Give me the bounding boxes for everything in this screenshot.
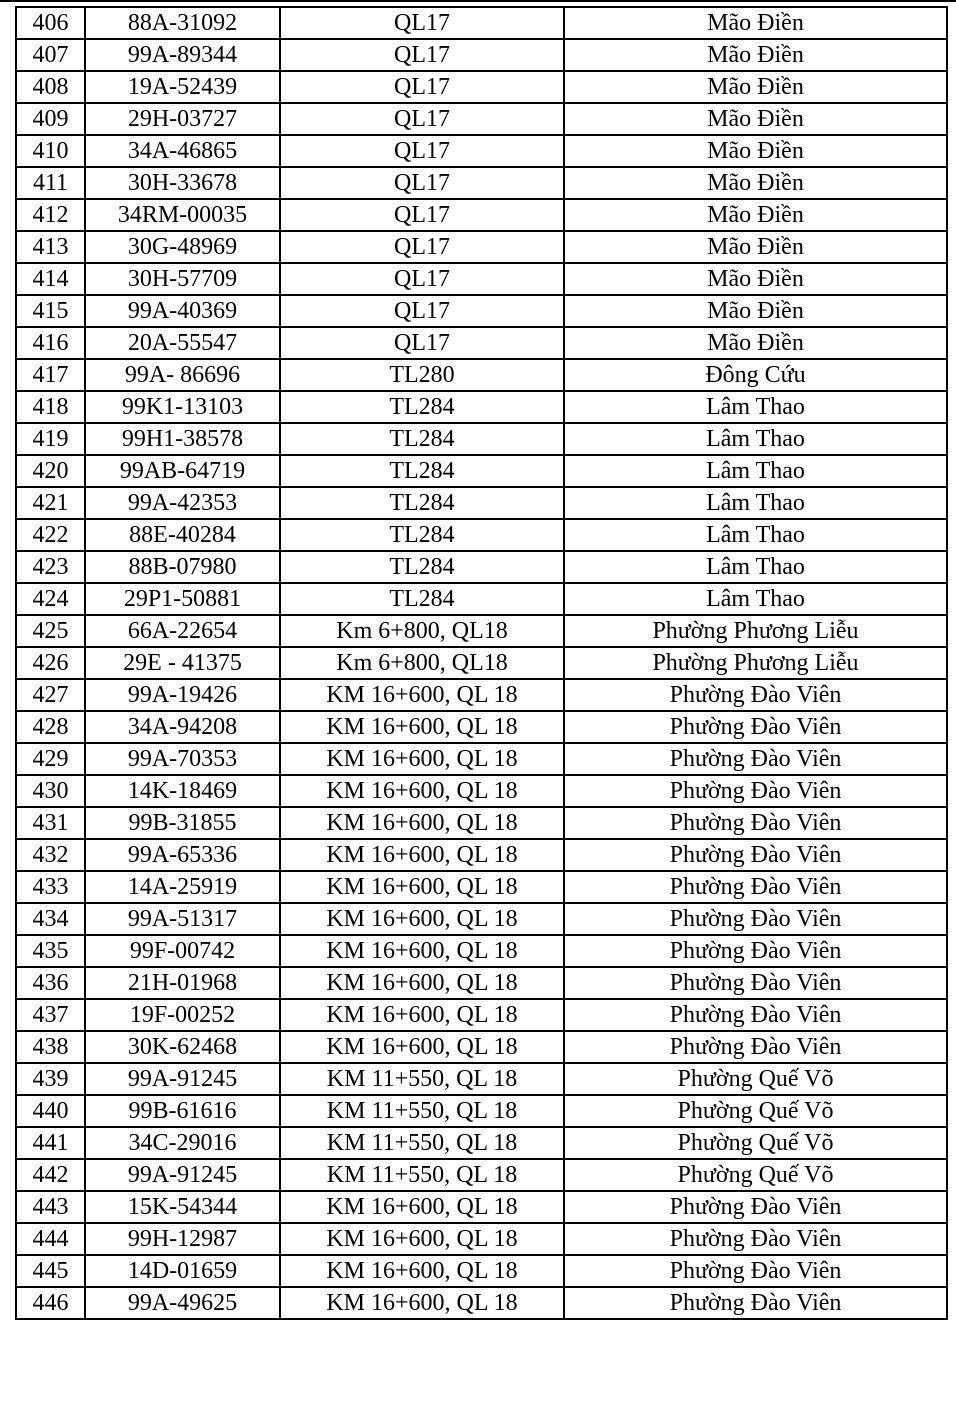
license-plate-cell: 34RM-00035 — [85, 199, 280, 231]
row-number-cell: 416 — [16, 327, 85, 359]
location-cell: KM 11+550, QL 18 — [280, 1159, 564, 1191]
license-plate-cell: 29P1-50881 — [85, 583, 280, 615]
area-cell: Phường Đào Viên — [564, 1031, 947, 1063]
area-cell: Lâm Thao — [564, 487, 947, 519]
location-cell: TL284 — [280, 551, 564, 583]
license-plate-cell: 20A-55547 — [85, 327, 280, 359]
license-plate-cell: 66A-22654 — [85, 615, 280, 647]
row-number-cell: 412 — [16, 199, 85, 231]
location-cell: QL17 — [280, 7, 564, 39]
row-number-cell: 424 — [16, 583, 85, 615]
area-cell: Phường Đào Viên — [564, 1255, 947, 1287]
area-cell: Phường Quế Võ — [564, 1063, 947, 1095]
license-plate-cell: 19F-00252 — [85, 999, 280, 1031]
row-number-cell: 411 — [16, 167, 85, 199]
location-cell: KM 16+600, QL 18 — [280, 711, 564, 743]
table-row — [16, 263, 947, 295]
table-row — [16, 71, 947, 103]
table-row — [16, 231, 947, 263]
license-plate-cell: 14D-01659 — [85, 1255, 280, 1287]
row-number-cell: 441 — [16, 1127, 85, 1159]
table-row — [16, 935, 947, 967]
row-number-cell: 428 — [16, 711, 85, 743]
table-row — [16, 967, 947, 999]
area-cell: Phường Đào Viên — [564, 967, 947, 999]
license-plate-cell: 88A-31092 — [85, 7, 280, 39]
area-cell: Phường Đào Viên — [564, 839, 947, 871]
area-cell: Phường Đào Viên — [564, 1287, 947, 1319]
row-number-cell: 446 — [16, 1287, 85, 1319]
license-plate-cell: 14A-25919 — [85, 871, 280, 903]
row-number-cell: 429 — [16, 743, 85, 775]
location-cell: KM 16+600, QL 18 — [280, 967, 564, 999]
area-cell: Lâm Thao — [564, 583, 947, 615]
area-cell: Mão Điền — [564, 199, 947, 231]
area-cell: Mão Điền — [564, 295, 947, 327]
row-number-cell: 438 — [16, 1031, 85, 1063]
license-plate-cell: 99A-91245 — [85, 1159, 280, 1191]
row-number-cell: 413 — [16, 231, 85, 263]
table-row — [16, 1223, 947, 1255]
location-cell: TL280 — [280, 359, 564, 391]
table-row — [16, 871, 947, 903]
table-row — [16, 615, 947, 647]
table-row — [16, 647, 947, 679]
row-number-cell: 434 — [16, 903, 85, 935]
row-number-cell: 431 — [16, 807, 85, 839]
location-cell: QL17 — [280, 263, 564, 295]
license-plate-cell: 99F-00742 — [85, 935, 280, 967]
row-number-cell: 421 — [16, 487, 85, 519]
table-row — [16, 679, 947, 711]
area-cell: Phường Đào Viên — [564, 711, 947, 743]
location-cell: KM 16+600, QL 18 — [280, 1031, 564, 1063]
location-cell: Km 6+800, QL18 — [280, 647, 564, 679]
area-cell: Đông Cứu — [564, 359, 947, 391]
row-number-cell: 437 — [16, 999, 85, 1031]
license-plate-cell: 99A-65336 — [85, 839, 280, 871]
row-number-cell: 410 — [16, 135, 85, 167]
area-cell: Phường Đào Viên — [564, 871, 947, 903]
row-number-cell: 442 — [16, 1159, 85, 1191]
row-number-cell: 432 — [16, 839, 85, 871]
area-cell: Lâm Thao — [564, 519, 947, 551]
row-number-cell: 430 — [16, 775, 85, 807]
table-row — [16, 39, 947, 71]
location-cell: QL17 — [280, 167, 564, 199]
license-plate-cell: 99B-61616 — [85, 1095, 280, 1127]
violation-table — [15, 6, 948, 1320]
license-plate-cell: 99AB-64719 — [85, 455, 280, 487]
location-cell: KM 16+600, QL 18 — [280, 935, 564, 967]
area-cell: Phường Đào Viên — [564, 999, 947, 1031]
area-cell: Mão Điền — [564, 263, 947, 295]
location-cell: KM 16+600, QL 18 — [280, 1255, 564, 1287]
license-plate-cell: 34A-94208 — [85, 711, 280, 743]
license-plate-cell: 14K-18469 — [85, 775, 280, 807]
area-cell: Mão Điền — [564, 7, 947, 39]
location-cell: KM 11+550, QL 18 — [280, 1095, 564, 1127]
area-cell: Mão Điền — [564, 39, 947, 71]
license-plate-cell: 99H1-38578 — [85, 423, 280, 455]
location-cell: QL17 — [280, 135, 564, 167]
area-cell: Phường Phương Liễu — [564, 615, 947, 647]
table-row — [16, 1191, 947, 1223]
license-plate-cell: 99A-89344 — [85, 39, 280, 71]
row-number-cell: 423 — [16, 551, 85, 583]
table-row — [16, 1159, 947, 1191]
license-plate-cell: 99A- 86696 — [85, 359, 280, 391]
license-plate-cell: 34A-46865 — [85, 135, 280, 167]
row-number-cell: 418 — [16, 391, 85, 423]
location-cell: TL284 — [280, 583, 564, 615]
location-cell: KM 16+600, QL 18 — [280, 1223, 564, 1255]
row-number-cell: 414 — [16, 263, 85, 295]
row-number-cell: 417 — [16, 359, 85, 391]
table-row — [16, 167, 947, 199]
row-number-cell: 419 — [16, 423, 85, 455]
row-number-cell: 443 — [16, 1191, 85, 1223]
area-cell: Lâm Thao — [564, 391, 947, 423]
location-cell: KM 16+600, QL 18 — [280, 1287, 564, 1319]
row-number-cell: 415 — [16, 295, 85, 327]
area-cell: Mão Điền — [564, 71, 947, 103]
area-cell: Mão Điền — [564, 135, 947, 167]
row-number-cell: 436 — [16, 967, 85, 999]
area-cell: Phường Quế Võ — [564, 1159, 947, 1191]
location-cell: QL17 — [280, 231, 564, 263]
license-plate-cell: 99A-70353 — [85, 743, 280, 775]
row-number-cell: 409 — [16, 103, 85, 135]
table-row — [16, 1031, 947, 1063]
table-row — [16, 1287, 947, 1319]
location-cell: KM 16+600, QL 18 — [280, 903, 564, 935]
license-plate-cell: 99A-49625 — [85, 1287, 280, 1319]
area-cell: Phường Đào Viên — [564, 743, 947, 775]
location-cell: TL284 — [280, 391, 564, 423]
table-row — [16, 391, 947, 423]
location-cell: KM 16+600, QL 18 — [280, 871, 564, 903]
table-row — [16, 7, 947, 39]
location-cell: KM 16+600, QL 18 — [280, 743, 564, 775]
row-number-cell: 408 — [16, 71, 85, 103]
license-plate-cell: 99B-31855 — [85, 807, 280, 839]
license-plate-cell: 88E-40284 — [85, 519, 280, 551]
location-cell: QL17 — [280, 327, 564, 359]
table-row — [16, 103, 947, 135]
table-row — [16, 551, 947, 583]
row-number-cell: 435 — [16, 935, 85, 967]
table-row — [16, 775, 947, 807]
table-row — [16, 1063, 947, 1095]
table-body — [16, 7, 947, 1319]
location-cell: KM 11+550, QL 18 — [280, 1063, 564, 1095]
location-cell: KM 11+550, QL 18 — [280, 1127, 564, 1159]
license-plate-cell: 99A-19426 — [85, 679, 280, 711]
table-row — [16, 1127, 947, 1159]
location-cell: KM 16+600, QL 18 — [280, 679, 564, 711]
area-cell: Phường Đào Viên — [564, 903, 947, 935]
area-cell: Phường Quế Võ — [564, 1095, 947, 1127]
license-plate-cell: 30H-33678 — [85, 167, 280, 199]
license-plate-cell: 19A-52439 — [85, 71, 280, 103]
table-row — [16, 199, 947, 231]
license-plate-cell: 99A-91245 — [85, 1063, 280, 1095]
table-row — [16, 807, 947, 839]
location-cell: TL284 — [280, 423, 564, 455]
license-plate-cell: 29E - 41375 — [85, 647, 280, 679]
license-plate-cell: 99A-42353 — [85, 487, 280, 519]
location-cell: QL17 — [280, 103, 564, 135]
row-number-cell: 425 — [16, 615, 85, 647]
area-cell: Phường Phương Liễu — [564, 647, 947, 679]
location-cell: QL17 — [280, 71, 564, 103]
area-cell: Lâm Thao — [564, 551, 947, 583]
area-cell: Mão Điền — [564, 167, 947, 199]
license-plate-cell: 30G-48969 — [85, 231, 280, 263]
table-row — [16, 295, 947, 327]
location-cell: QL17 — [280, 39, 564, 71]
license-plate-cell: 99H-12987 — [85, 1223, 280, 1255]
location-cell: KM 16+600, QL 18 — [280, 999, 564, 1031]
table-row — [16, 359, 947, 391]
area-cell: Mão Điền — [564, 327, 947, 359]
row-number-cell: 444 — [16, 1223, 85, 1255]
license-plate-cell: 99K1-13103 — [85, 391, 280, 423]
table-row — [16, 839, 947, 871]
table-row — [16, 135, 947, 167]
table-row — [16, 487, 947, 519]
row-number-cell: 427 — [16, 679, 85, 711]
table-row — [16, 743, 947, 775]
row-number-cell: 440 — [16, 1095, 85, 1127]
area-cell: Phường Đào Viên — [564, 935, 947, 967]
location-cell: TL284 — [280, 519, 564, 551]
area-cell: Lâm Thao — [564, 423, 947, 455]
location-cell: KM 16+600, QL 18 — [280, 1191, 564, 1223]
license-plate-cell: 99A-51317 — [85, 903, 280, 935]
area-cell: Phường Đào Viên — [564, 1223, 947, 1255]
row-number-cell: 426 — [16, 647, 85, 679]
license-plate-cell: 88B-07980 — [85, 551, 280, 583]
location-cell: KM 16+600, QL 18 — [280, 839, 564, 871]
license-plate-cell: 30K-62468 — [85, 1031, 280, 1063]
area-cell: Phường Đào Viên — [564, 807, 947, 839]
row-number-cell: 420 — [16, 455, 85, 487]
location-cell: TL284 — [280, 455, 564, 487]
license-plate-cell: 30H-57709 — [85, 263, 280, 295]
table-row — [16, 519, 947, 551]
table-row — [16, 999, 947, 1031]
row-number-cell: 407 — [16, 39, 85, 71]
row-number-cell: 445 — [16, 1255, 85, 1287]
area-cell: Phường Đào Viên — [564, 775, 947, 807]
area-cell: Phường Quế Võ — [564, 1127, 947, 1159]
area-cell: Phường Đào Viên — [564, 679, 947, 711]
row-number-cell: 433 — [16, 871, 85, 903]
table-row — [16, 583, 947, 615]
table-row — [16, 423, 947, 455]
row-number-cell: 406 — [16, 7, 85, 39]
row-number-cell: 439 — [16, 1063, 85, 1095]
license-plate-cell: 99A-40369 — [85, 295, 280, 327]
area-cell: Lâm Thao — [564, 455, 947, 487]
area-cell: Mão Điền — [564, 103, 947, 135]
table-row — [16, 903, 947, 935]
location-cell: KM 16+600, QL 18 — [280, 775, 564, 807]
table-row — [16, 327, 947, 359]
row-number-cell: 422 — [16, 519, 85, 551]
table-row — [16, 455, 947, 487]
license-plate-cell: 29H-03727 — [85, 103, 280, 135]
location-cell: TL284 — [280, 487, 564, 519]
area-cell: Mão Điền — [564, 231, 947, 263]
location-cell: QL17 — [280, 295, 564, 327]
table-row — [16, 711, 947, 743]
license-plate-cell: 15K-54344 — [85, 1191, 280, 1223]
page-top-rule — [0, 0, 956, 2]
license-plate-cell: 34C-29016 — [85, 1127, 280, 1159]
location-cell: KM 16+600, QL 18 — [280, 807, 564, 839]
license-plate-cell: 21H-01968 — [85, 967, 280, 999]
location-cell: QL17 — [280, 199, 564, 231]
table-row — [16, 1255, 947, 1287]
area-cell: Phường Đào Viên — [564, 1191, 947, 1223]
table-row — [16, 1095, 947, 1127]
location-cell: Km 6+800, QL18 — [280, 615, 564, 647]
